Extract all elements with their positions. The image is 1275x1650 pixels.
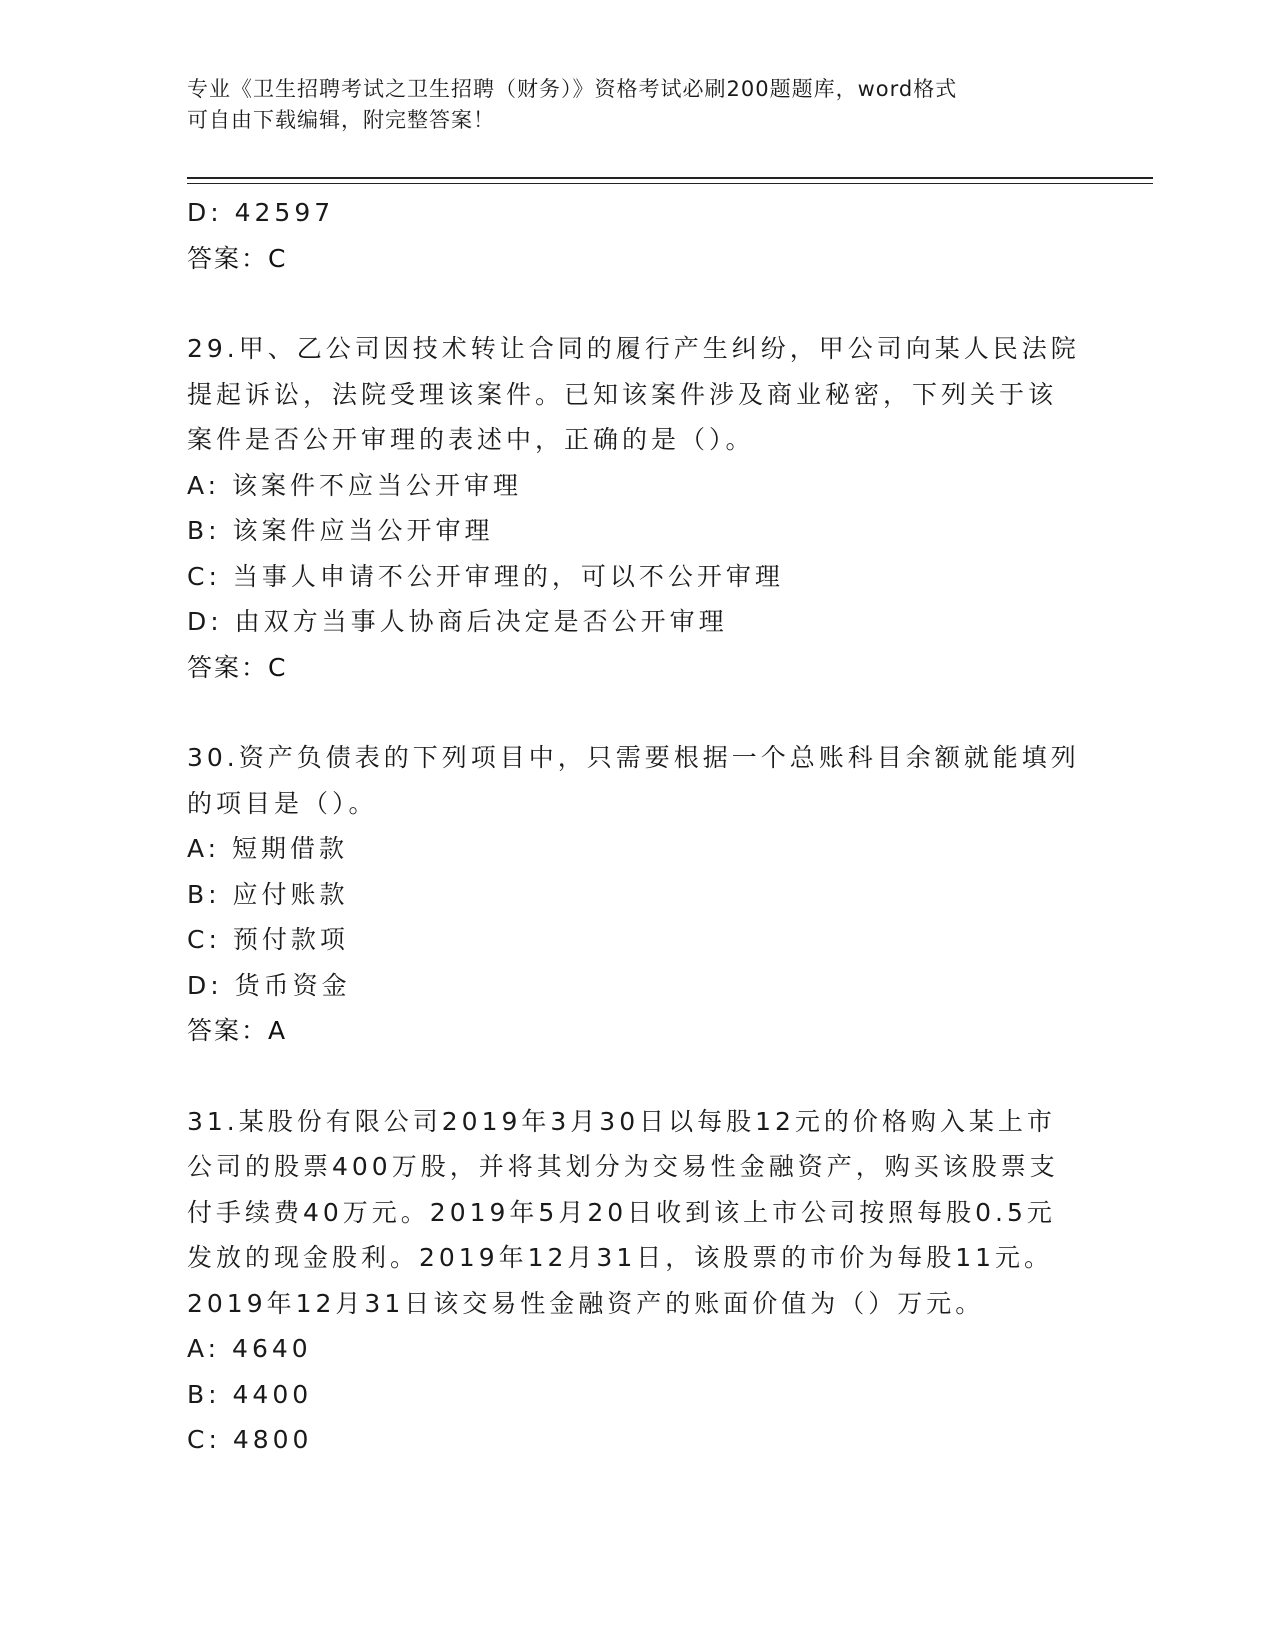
option-d: D: 由双方当事人协商后决定是否公开审理 bbox=[187, 607, 728, 636]
option-b: B: 4400 bbox=[187, 1379, 313, 1409]
answer-line: 答案：A bbox=[187, 1016, 288, 1045]
answer-line: 答案：C bbox=[187, 243, 288, 273]
question-30 bbox=[187, 735, 1087, 1054]
header-line-2: 可自由下载编辑，附完整答案！ bbox=[187, 108, 495, 132]
question-text-line: 付手续费40万元。2019年5月20日收到该上市公司按照每股0.5元 bbox=[187, 1197, 1056, 1227]
option-c: C: 预付款项 bbox=[187, 925, 349, 954]
option-b: B: 应付账款 bbox=[187, 879, 349, 909]
question-29 bbox=[187, 326, 1087, 690]
answer-line: 答案：C bbox=[187, 652, 288, 682]
previous-question-tail bbox=[187, 190, 1087, 281]
option-a: A: 该案件不应当公开审理 bbox=[187, 470, 523, 500]
page-header bbox=[187, 74, 1067, 136]
question-text-line: 公司的股票400万股，并将其划分为交易性金融资产，购买该股票支 bbox=[187, 1152, 1059, 1181]
option-c: C: 4800 bbox=[187, 1425, 313, 1454]
question-text bbox=[187, 735, 1087, 826]
option-d: D: 货币资金 bbox=[187, 970, 351, 1000]
option-a: A: 短期借款 bbox=[187, 834, 349, 863]
option-c: C: 当事人申请不公开审理的，可以不公开审理 bbox=[187, 561, 784, 591]
document-body bbox=[187, 190, 1087, 1463]
question-text-line: 2019年12月31日该交易性金融资产的账面价值为（）万元。 bbox=[187, 1288, 985, 1318]
header-rule-thick bbox=[187, 177, 1153, 179]
question-text bbox=[187, 1099, 1087, 1327]
question-text-line: 提起诉讼，法院受理该案件。已知该案件涉及商业秘密，下列关于该 bbox=[187, 379, 1058, 409]
question-text-line: 的项目是（）。 bbox=[187, 788, 378, 818]
option-b: B: 该案件应当公开审理 bbox=[187, 516, 494, 545]
option-d: D: 42597 bbox=[187, 198, 335, 227]
question-text-line: 29.甲、乙公司因技术转让合同的履行产生纠纷，甲公司向某人民法院 bbox=[187, 334, 1080, 363]
question-text-line: 发放的现金股利。2019年12月31日，该股票的市价为每股11元。 bbox=[187, 1243, 1054, 1272]
question-text bbox=[187, 326, 1087, 463]
question-text-line: 30.资产负债表的下列项目中，只需要根据一个总账科目余额就能填列 bbox=[187, 743, 1080, 772]
header-rule-thin bbox=[187, 183, 1153, 184]
question-text-line: 31.某股份有限公司2019年3月30日以每股12元的价格购入某上市 bbox=[187, 1106, 1056, 1136]
option-a: A: 4640 bbox=[187, 1334, 312, 1363]
header-line-1: 专业《卫生招聘考试之卫生招聘（财务）》资格考试必刷200题题库，word格式 bbox=[187, 77, 958, 101]
question-text-line: 案件是否公开审理的表述中，正确的是（）。 bbox=[187, 425, 755, 454]
question-31 bbox=[187, 1099, 1087, 1463]
